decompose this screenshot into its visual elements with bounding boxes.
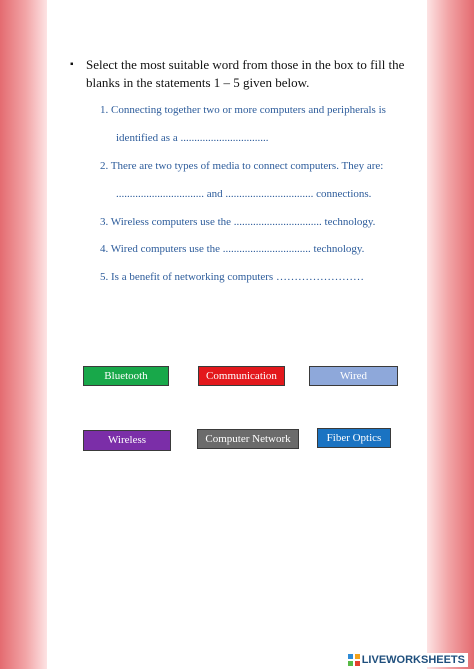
instruction-text: Select the most suitable word from those in the box to fill the blanks in the statements 1 – 5 given below. bbox=[86, 57, 405, 90]
watermark-text: LIVEWORKSHEETS bbox=[361, 654, 465, 666]
question-4: 4. Wired computers use the ................................ technology. bbox=[100, 243, 365, 255]
word-chip-communication[interactable]: Communication bbox=[198, 366, 285, 386]
right-decorative-border bbox=[427, 0, 474, 669]
word-chip-computer-network[interactable]: Computer Network bbox=[197, 429, 299, 449]
word-chip-bluetooth[interactable]: Bluetooth bbox=[83, 366, 169, 386]
question-1-line-1: 1. Connecting together two or more computers and peripherals is bbox=[100, 104, 386, 116]
watermark bbox=[345, 653, 468, 667]
question-5: 5. Is a benefit of networking computers …………………… bbox=[100, 271, 364, 283]
left-decorative-border bbox=[0, 0, 47, 669]
question-2-line-2: ................................ and ................................ connections. bbox=[116, 188, 372, 200]
question-2-line-1: 2. There are two types of media to connect computers. They are: bbox=[100, 160, 384, 172]
word-chip-wired[interactable]: Wired bbox=[309, 366, 398, 386]
bullet-icon: ▪ bbox=[70, 59, 74, 70]
question-1-line-2: identified as a ................................ bbox=[116, 132, 269, 144]
instruction bbox=[70, 56, 410, 92]
liveworksheets-logo-icon bbox=[348, 654, 360, 666]
word-chip-wireless[interactable]: Wireless bbox=[83, 430, 171, 451]
question-3: 3. Wireless computers use the ................................ technology. bbox=[100, 216, 376, 228]
word-chip-fiber-optics[interactable]: Fiber Optics bbox=[317, 428, 391, 448]
